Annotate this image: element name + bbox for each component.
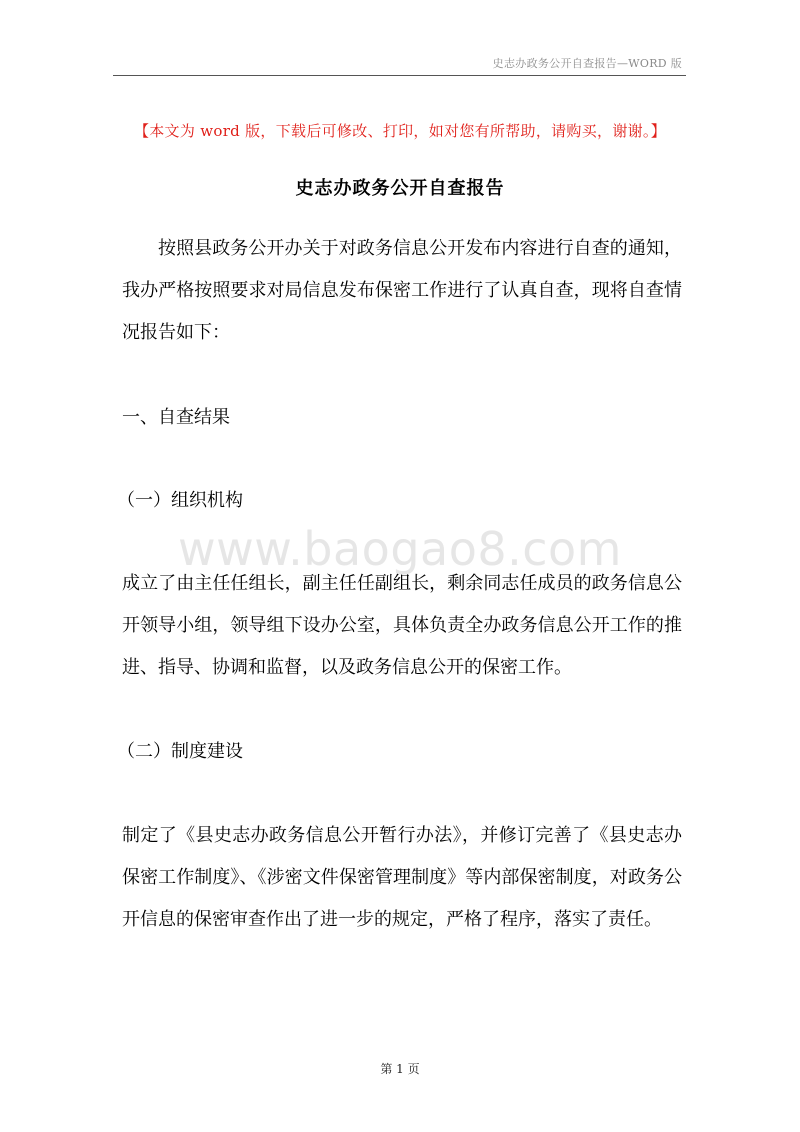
document-title: 史志办政务公开自查报告 — [295, 178, 505, 199]
system-paragraph: 制定了《县史志办政务信息公开暂行办法》，并修订完善了《县史志办保密工作制度》、《涉密文件保密管理制度》等内部保密制度，对政务公开信息的保密审查作出了进一步的规定，严格了程序，落实了责任。 — [122, 825, 682, 930]
intro-paragraph: 按照县政务公开办关于对政务信息公开发布内容进行自查的通知，我办严格按照要求对局信息发布保密工作进行了认真自查，现将自查情况报告如下： — [122, 238, 682, 343]
subsection-heading-organization: （一）组织机构 — [117, 490, 243, 511]
header-divider — [113, 75, 686, 76]
download-notice: 【本文为 word 版，下载后可修改、打印，如对您有所帮助，请购买，谢谢。】 — [133, 122, 667, 140]
subsection-heading-system: （二）制度建设 — [117, 741, 243, 762]
running-header: 史志办政务公开自查报告—WORD 版 — [492, 57, 682, 70]
page-number: 第 1 页 — [380, 1062, 420, 1076]
section-heading-results: 一、自查结果 — [122, 407, 230, 428]
organization-paragraph: 成立了由主任任组长，副主任任副组长，剩余同志任成员的政务信息公开领导小组，领导组下设办公室，具体负责全办政务信息公开工作的推进、指导、协调和监督，以及政务信息公开的保密工作。 — [122, 573, 682, 678]
watermark: www.baogao8.com — [178, 522, 622, 576]
